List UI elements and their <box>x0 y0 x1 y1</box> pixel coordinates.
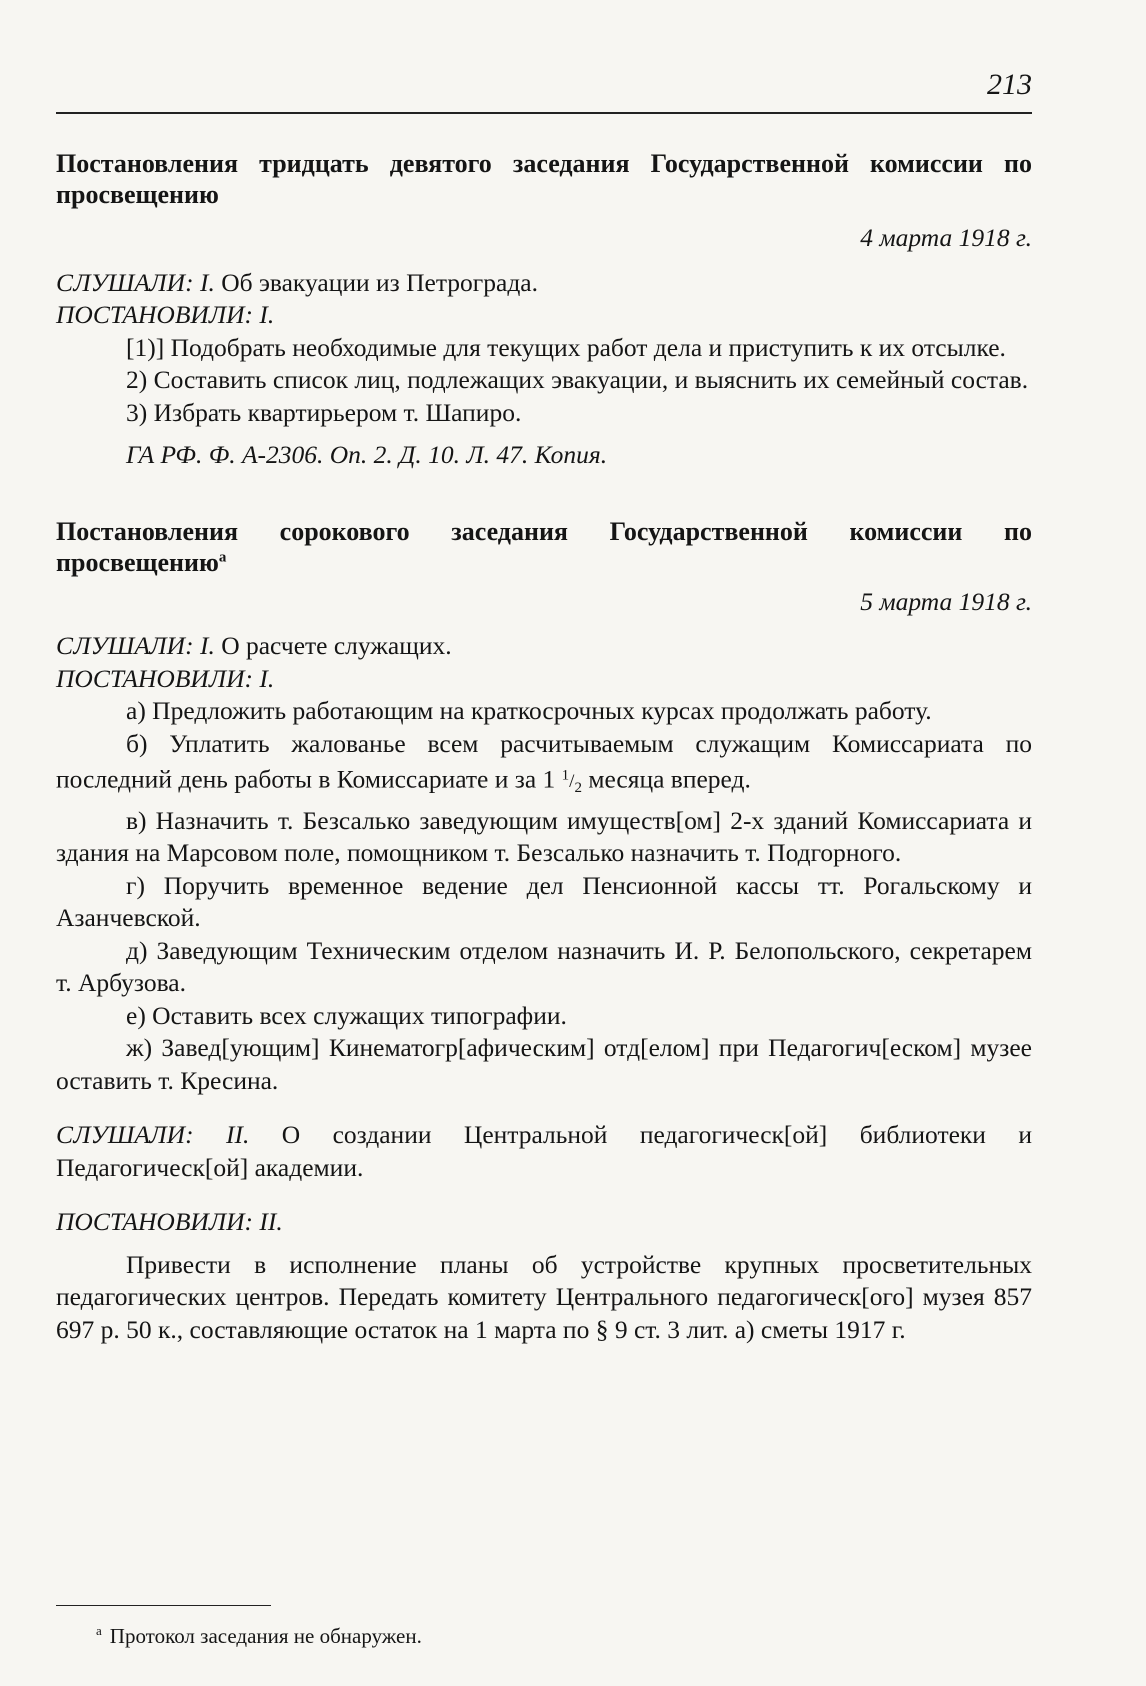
doc2-item-d: г) Поручить временное ведение дел Пенсионной кассы тт. Рогальскому и Азанчевской. <box>56 870 1032 933</box>
header-rule <box>56 112 1032 114</box>
doc2-item-b-end: месяца вперед. <box>588 764 751 794</box>
doc2-title-footnote-mark: а <box>218 548 227 565</box>
doc2-date: 5 марта 1918 г. <box>860 586 1032 616</box>
doc2-item-e: д) Заведующим Техническим отделом назначить И. Р. Белопольского, секретарем т. Арбузова. <box>56 935 1032 998</box>
doc1-heard-label: СЛУШАЛИ: I. <box>56 267 215 297</box>
footnote-text: Протокол заседания не обнаружен. <box>109 1624 422 1648</box>
doc1-heard-text: Об эвакуации из Петрограда. <box>221 267 538 297</box>
page-number: 213 <box>987 68 1032 101</box>
doc2-title-text: Постановления сорокового заседания Государственной комиссии по просвещению <box>56 516 1032 577</box>
doc1-title: Постановления тридцать девятого заседания Государственной комиссии по просвещению <box>56 149 1032 209</box>
doc1-heard <box>56 267 1032 300</box>
doc2-item-b-start: б) Уплатить жалованье всем расчитываемым служащим Комиссариата по последний день работы в Комиссариате и за 1 <box>56 728 1032 794</box>
fraction-denominator: 2 <box>574 780 582 797</box>
doc2-heard-1 <box>56 630 1032 663</box>
doc1-item-3: 3) Избрать квартирьером т. Шапиро. <box>126 397 522 427</box>
document-page <box>56 0 1032 1686</box>
doc2-heard-1-label: СЛУШАЛИ: I. <box>56 631 215 660</box>
doc2-item-c: в) Назначить т. Безсалько заведующим имуществ[ом] 2-х зданий Комиссариата и здания на Марсовом поле, помощником т. Безсалько назначить т. Подгорного. <box>56 805 1032 868</box>
doc1-item-2: 2) Составить список лиц, подлежащих эвакуации, и выяснить их семейный состав. <box>126 365 1029 394</box>
doc2-resolution-2-text: Привести в исполнение планы об устройстве крупных просветительных педагогических центров. Передать комитету Центрального педагогическ[ого] музея 857 697 р. 50 к., составляющие остаток на 1 марта по § 9 ст. 3 лит. а) сметы 1917 г. <box>56 1249 1032 1344</box>
doc2-heard-2-text: О создании Центральной педагогическ[ой] библиотеки и Педагогическ[ой] академии. <box>56 1120 1032 1182</box>
doc2-title <box>56 516 1032 578</box>
doc2-item-f: е) Оставить всех служащих типографии. <box>126 1000 567 1030</box>
doc1-resolved-label: ПОСТАНОВИЛИ: I. <box>56 300 275 329</box>
fraction: $^1/_2$ <box>561 768 582 797</box>
page-body <box>56 148 1032 1346</box>
fraction-numerator: 1 <box>561 768 570 784</box>
footnote-rule <box>56 1605 271 1606</box>
doc2-resolved-2-label: ПОСТАНОВИЛИ: II. <box>56 1207 283 1237</box>
doc2-heard-2-label: СЛУШАЛИ: II. <box>56 1120 250 1150</box>
footnote <box>96 1618 422 1649</box>
doc2-resolved-1-label: ПОСТАНОВИЛИ: I. <box>56 663 275 693</box>
doc2-item-a: а) Предложить работающим на краткосрочных курсах продолжать работу. <box>126 696 932 725</box>
doc1-date: 4 марта 1918 г. <box>860 223 1032 252</box>
doc2-heard-1-text: О расчете служащих. <box>221 631 452 660</box>
doc1-archive-reference: ГА РФ. Ф. А-2306. Оп. 2. Д. 10. Л. 47. Копия. <box>126 440 608 469</box>
footnote-mark: а <box>96 1623 102 1638</box>
doc1-item-1: [1)] Подобрать необходимые для текущих работ дела и приступить к их отсылке. <box>126 332 1006 362</box>
doc2-item-b <box>56 728 1032 805</box>
doc2-item-g: ж) Завед[ующим] Кинематогр[афическим] отд[елом] при Педагогич[еском] музее оставить т. Кресина. <box>56 1033 1032 1095</box>
doc2-heard-2 <box>56 1119 1032 1184</box>
